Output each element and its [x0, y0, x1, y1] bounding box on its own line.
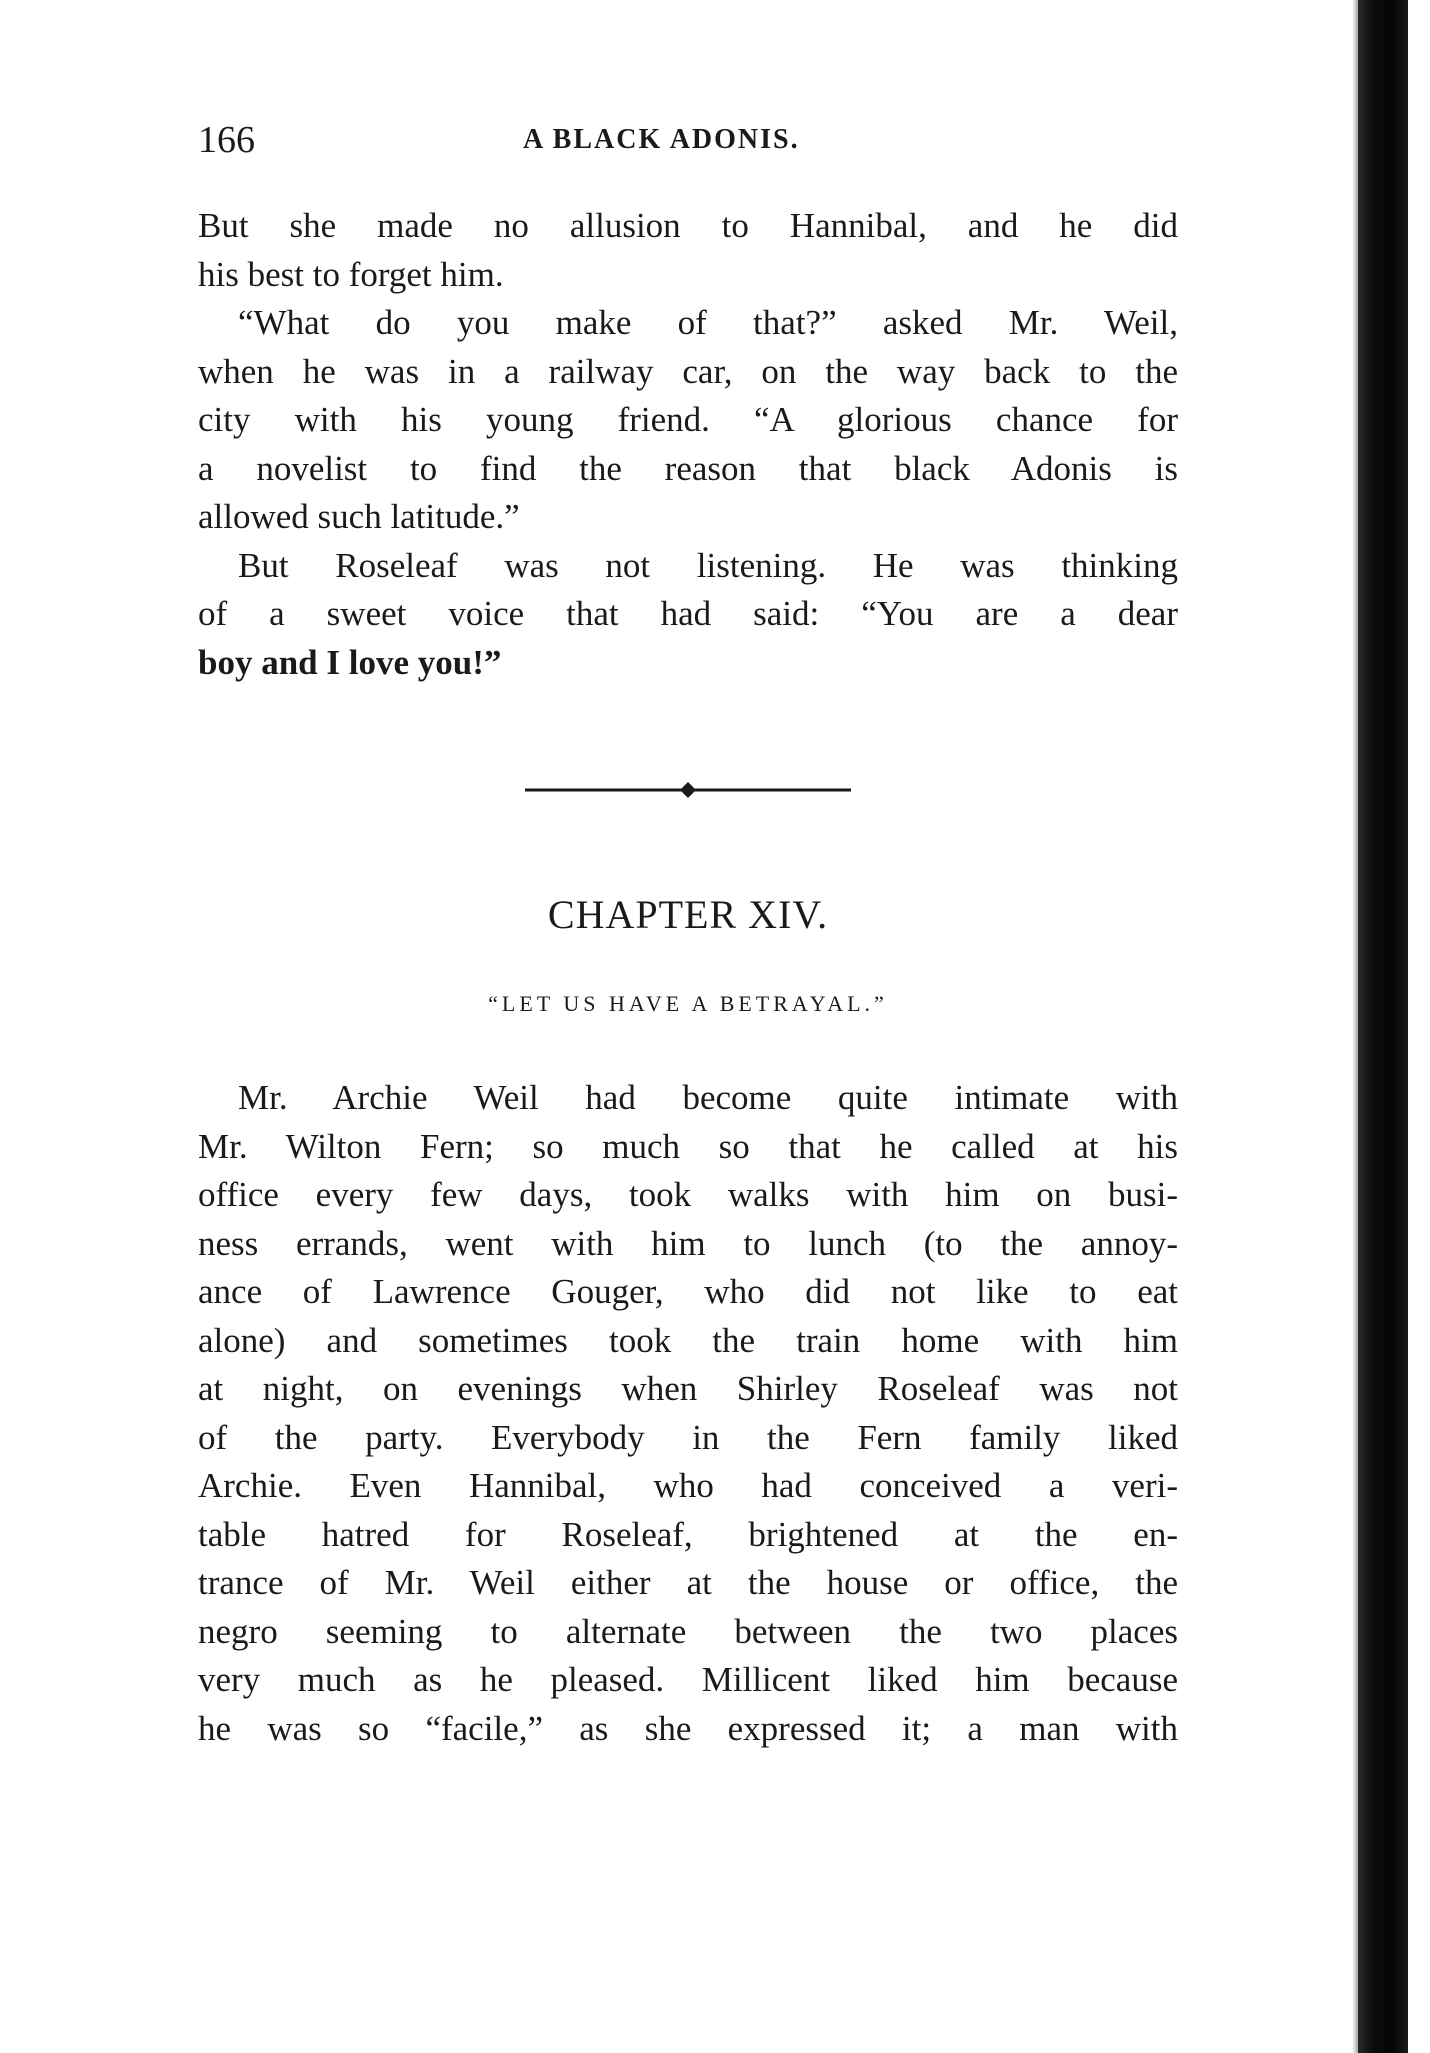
text-line: trance of Mr. Weil either at the house or office, the — [198, 1563, 1178, 1602]
text-line: Archie. Even Hannibal, who had conceived a veri- — [198, 1466, 1178, 1505]
text-line: of the party. Everybody in the Fern family liked — [198, 1417, 1178, 1457]
text-line: ance of Lawrence Gouger, who did not like to eat — [198, 1272, 1178, 1311]
text-before-chapter — [198, 202, 1178, 687]
text-line: Mr. Wilton Fern; so much so that he called at his — [198, 1126, 1178, 1166]
text-line: But Roseleaf was not listening. He was thinking — [238, 545, 1178, 585]
text-line: a novelist to find the reason that black Adonis is — [198, 448, 1178, 488]
text-line: alone) and sometimes took the train home with him — [198, 1320, 1178, 1360]
text-line: office every few days, took walks with him on busi- — [198, 1175, 1178, 1214]
page-header — [198, 115, 1178, 165]
text-line: very much as he pleased. Millicent liked him because — [198, 1660, 1178, 1699]
text-line: he was so “facile,” as she expressed it; a man with — [198, 1708, 1178, 1748]
text-line: at night, on evenings when Shirley Roseleaf was not — [198, 1369, 1178, 1408]
text-line: But she made no allusion to Hannibal, and he did — [198, 206, 1178, 245]
chapter-subtitle: “LET US HAVE A BETRAYAL.” — [488, 991, 888, 1016]
text-line: ness errands, went with him to lunch (to the annoy- — [198, 1223, 1178, 1263]
scan-edge — [1358, 0, 1408, 2053]
running-head: A BLACK ADONIS. — [523, 124, 800, 155]
chapter-title: CHAPTER XIV. — [547, 892, 829, 937]
chapter-body — [198, 1074, 1178, 1753]
text-line: negro seeming to alternate between the two places — [198, 1611, 1178, 1651]
page-number: 166 — [198, 119, 255, 161]
text-line: allowed such latitude.” — [198, 497, 520, 536]
text-line: city with his young friend. “A glorious chance for — [198, 400, 1178, 439]
text-line: Mr. Archie Weil had become quite intimate with — [238, 1078, 1178, 1117]
text-line: boy and I love you!” — [198, 642, 502, 682]
section-divider-ornament — [525, 780, 851, 800]
text-line: “What do you make of that?” asked Mr. Weil, — [238, 303, 1178, 342]
text-line: of a sweet voice that had said: “You are a dear — [198, 594, 1178, 633]
text-line: his best to forget him. — [198, 254, 504, 294]
text-line: when he was in a railway car, on the way back to the — [198, 351, 1178, 391]
text-line: table hatred for Roseleaf, brightened at the en- — [198, 1514, 1178, 1554]
